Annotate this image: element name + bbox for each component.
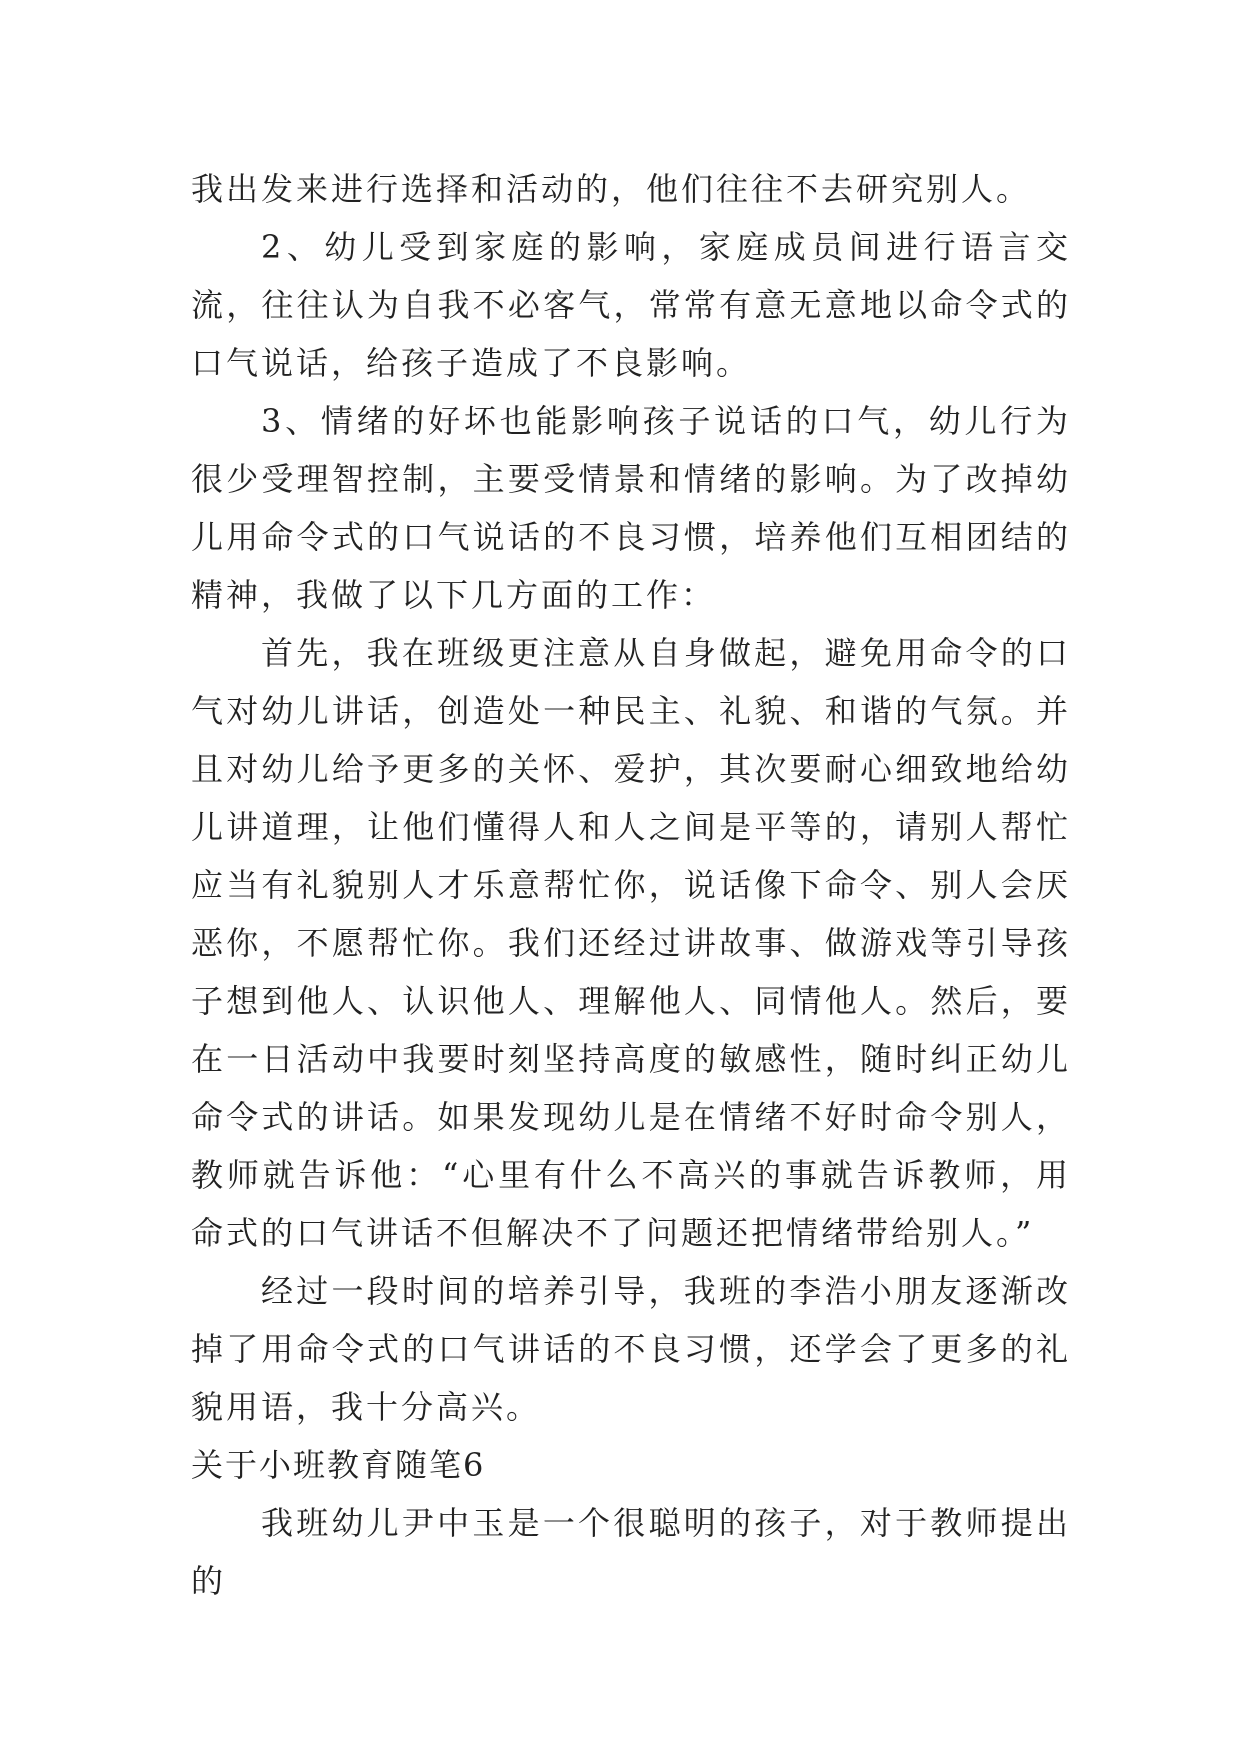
paragraph-family-influence: 2、幼儿受到家庭的影响，家庭成员间进行语言交流，往往认为自我不必客气，常常有意无意地以命令式的口气说话，给孩子造成了不良影响。 — [191, 228, 1071, 382]
document-body — [191, 160, 1071, 1610]
paragraph-measures: 首先，我在班级更注意从自身做起，避免用命令的口气对幼儿讲话，创造处一种民主、礼貌、和谐的气氛。并且对幼儿给予更多的关怀、爱护，其次要耐心细致地给幼儿讲道理，让他们懂得人和人之间是平等的，请别人帮忙应当有礼貌别人才乐意帮忙你，说话像下命令、别人会厌恶你，不愿帮忙你。我们还经过讲故事、做游戏等引导孩子想到他人、认识他人、理解他人、同情他人。然后，要在一日活动中我要时刻坚持高度的敏感性，随时纠正幼儿命令式的讲话。如果发现幼儿是在情绪不好时命令别人，教师就告诉他：“心里有什么不高兴的事就告诉教师，用命式的口气讲话不但解决不了问题还把情绪带给别人。” — [191, 634, 1071, 1252]
section-heading: 关于小班教育随笔6 — [191, 1446, 486, 1484]
paragraph-new-section: 我班幼儿尹中玉是一个很聪明的孩子，对于教师提出的 — [191, 1504, 1071, 1600]
paragraph-result: 经过一段时间的培养引导，我班的李浩小朋友逐渐改掉了用命令式的口气讲话的不良习惯，还学会了更多的礼貌用语，我十分高兴。 — [191, 1272, 1071, 1426]
paragraph-continuation: 我出发来进行选择和活动的，他们往往不去研究别人。 — [191, 170, 1032, 208]
paragraph-emotion-influence: 3、情绪的好坏也能影响孩子说话的口气，幼儿行为很少受理智控制，主要受情景和情绪的影响。为了改掉幼儿用命令式的口气说话的不良习惯，培养他们互相团结的精神，我做了以下几方面的工作： — [191, 402, 1071, 614]
